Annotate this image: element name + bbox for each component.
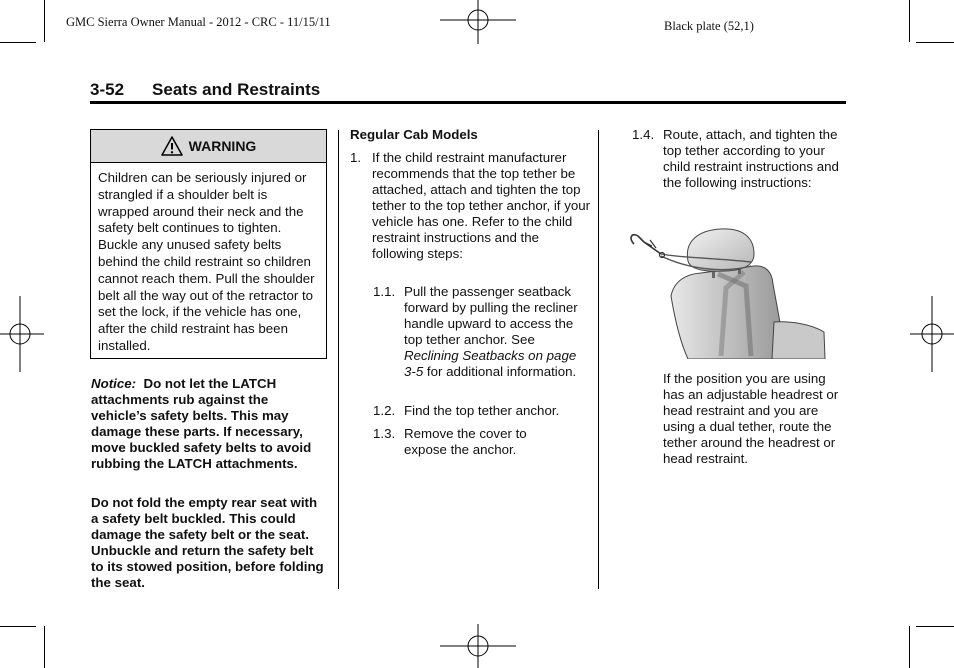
cross-reference-link[interactable]: Reclining Seatbacks on page 3-5 bbox=[404, 348, 577, 379]
column-divider bbox=[338, 130, 339, 589]
section-title: Seats and Restraints bbox=[152, 80, 321, 99]
tether-headrest-illustration bbox=[626, 226, 826, 359]
step-text: If the child restraint manufacturer recommends that the top tether be attached, attach and tighten the top tether to the top tether anchor, if your vehicle has one. Refer to the child restraint instructions and the following steps: bbox=[372, 150, 591, 261]
registration-mark-right bbox=[910, 296, 954, 372]
dual-tether-instructions: If the position you are using has an adjustable headrest or head restraint and you are using a dual tether, route the tether around the headrest or head restraint. bbox=[663, 371, 839, 466]
notice-label: Notice: bbox=[91, 376, 137, 391]
warning-icon bbox=[161, 136, 183, 156]
crop-mark bbox=[909, 626, 910, 668]
step-number: 1.1. bbox=[373, 284, 396, 299]
crop-mark bbox=[44, 626, 45, 668]
step-text: Remove the cover to expose the anchor. bbox=[404, 426, 527, 457]
page-number: 3-52 bbox=[90, 80, 125, 99]
crop-mark bbox=[909, 0, 910, 42]
regular-cab-heading: Regular Cab Models bbox=[350, 127, 478, 142]
crop-mark bbox=[916, 626, 954, 627]
page-title bbox=[90, 80, 320, 100]
registration-mark-bottom bbox=[440, 624, 516, 668]
warning-text: Children can be seriously injured or strangled if a shoulder belt is wrapped around their neck and the safety belt continues to tighten. Buckle any unused safety belts behind the child restraint so children cannot reach them. Pull the shoulder belt all the way out of the retractor to set the lock, if the vehicle has one, after the child restraint has been installed. bbox=[98, 170, 315, 353]
step-number: 1.4. bbox=[632, 127, 655, 142]
crop-mark bbox=[44, 0, 45, 42]
title-rule bbox=[90, 101, 846, 104]
notice-text: Do not let the LATCH attachments rub against the vehicle’s safety belts. This may damage these parts. If necessary, move buckled safety belts to avoid rubbing the LATCH attachments. bbox=[91, 376, 312, 471]
step-number: 1. bbox=[350, 150, 362, 165]
step-number: 1.3. bbox=[373, 426, 396, 441]
registration-mark-top bbox=[440, 0, 516, 44]
step-text-part: for additional information. bbox=[423, 364, 577, 379]
step-text bbox=[404, 284, 589, 380]
header-left: GMC Sierra Owner Manual - 2012 - CRC - 11/15/11 bbox=[66, 15, 331, 29]
header-right: Black plate (52,1) bbox=[664, 19, 754, 33]
crop-mark bbox=[0, 626, 36, 627]
warning-header bbox=[91, 130, 326, 163]
step-number: 1.2. bbox=[373, 403, 396, 418]
column-divider bbox=[598, 130, 599, 589]
fold-note: Do not fold the empty rear seat with a safety belt buckled. This could damage the safety belt or the seat. Unbuckle and return the safety belt to its stowed position, before folding the seat. bbox=[91, 495, 324, 590]
step-text: Route, attach, and tighten the top tether according to your child restraint instructions and the following instructions: bbox=[663, 127, 839, 190]
notice bbox=[91, 376, 327, 472]
step-text-part: Pull the passenger seatback forward by pulling the recliner handle upward to access the top tether anchor. See bbox=[404, 284, 578, 347]
step-text: Find the top tether anchor. bbox=[404, 403, 560, 418]
crop-mark bbox=[0, 42, 36, 43]
registration-mark-left bbox=[0, 296, 44, 372]
warning-title: WARNING bbox=[188, 138, 257, 154]
crop-mark bbox=[916, 42, 954, 43]
warning-box bbox=[90, 129, 327, 359]
